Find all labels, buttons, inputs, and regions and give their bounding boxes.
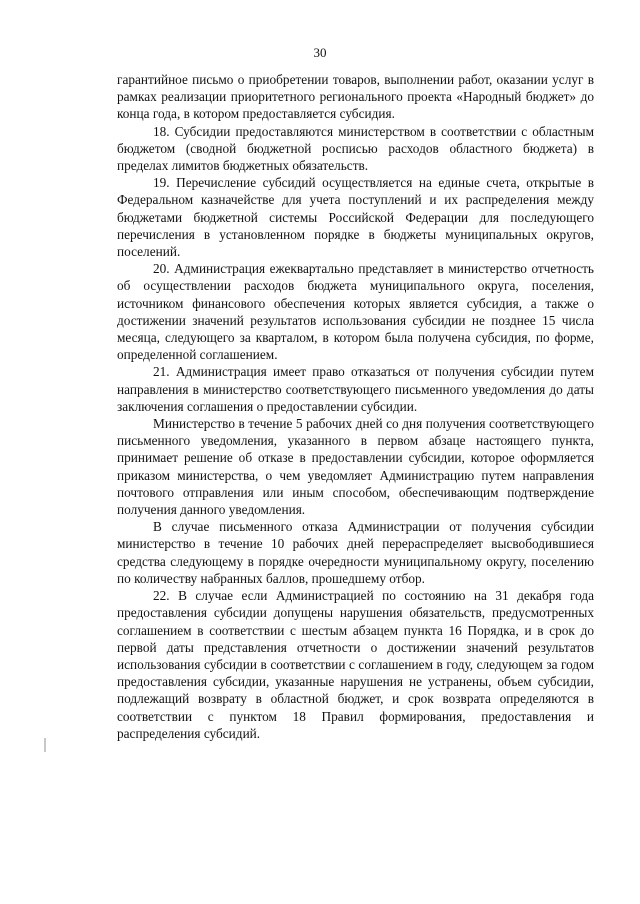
paragraph-item-20: 20. Администрация ежеквартально представляет в министерство отчетность об осуществлении расходов бюджета муниципального округа, поселения, источником финансового обеспечения которых является субсидия, а также о достижении значений результатов использования субсидии не позднее 15 числа месяца, следующего за кварталом, в котором была получена субсидия, по форме, определенной соглашением. — [117, 261, 594, 363]
scan-artifact — [44, 738, 46, 752]
page-number: 30 — [313, 45, 327, 60]
paragraph-item-18: 18. Субсидии предоставляются министерством в соответствии с областным бюджетом (сводной бюджетной росписью расходов областного бюджета) в пределах лимитов бюджетных обязательств. — [117, 123, 594, 174]
document-body — [117, 71, 594, 742]
paragraph-refusal-redistribution: В случае письменного отказа Администрации от получения субсидии министерство в течение 10 рабочих дней перераспределяет высвободившиеся средства следующему в порядке очередности муниципальному округу, поселению по количеству набранных баллов, прошедшему отбор. — [117, 519, 594, 586]
paragraph-item-21: 21. Администрация имеет право отказаться от получения субсидии путем направления в министерство соответствующего письменного уведомления до даты заключения соглашения о предоставлении субсидии. — [117, 364, 594, 414]
paragraph-item-19: 19. Перечисление субсидий осуществляется на единые счета, открытые в Федеральном казначействе для учета поступлений и их распределения между бюджетами бюджетной системы Российской Федерации для последующего перечисления в установленном порядке в бюджеты муниципальных округов, поселений. — [117, 175, 594, 260]
paragraph-ministry-decision: Министерство в течение 5 рабочих дней со дня получения соответствующего письменного уведомления, указанного в первом абзаце настоящего пункта, принимает решение об отказе в предоставлении субсидии, которое оформляется приказом министерства, о чем уведомляет Администрацию путем направления почтового отправления или иным способом, обеспечивающим подтверждение получения данного уведомления. — [117, 416, 594, 518]
paragraph-continuation: гарантийное письмо о приобретении товаров, выполнении работ, оказании услуг в рамках реализации приоритетного регионального проекта «Народный бюджет» до конца года, в котором предоставляется субсидия. — [117, 72, 594, 122]
paragraph-item-22: 22. В случае если Администрацией по состоянию на 31 декабря года предоставления субсидии допущены нарушения обязательств, предусмотренных соглашением в соответствии с шестым абзацем пункта 16 Порядка, и в срок до первой даты представления отчетности о достижении значений результатов использования субсидии в соответствии с соглашением в году, следующем за годом предоставления субсидии, указанные нарушения не устранены, объем субсидии, подлежащий возврату в областной бюджет, и срок возврата определяются в соответствии с пунктом 18 Правил формирования, предоставления и распределения субсидий. — [117, 588, 594, 741]
